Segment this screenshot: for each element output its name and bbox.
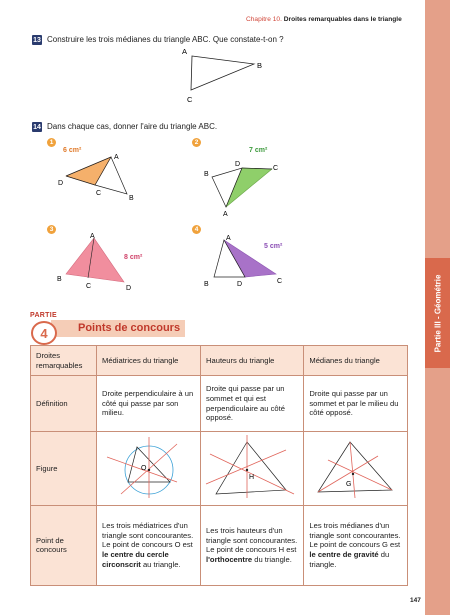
point-o-label: O: [140, 465, 146, 472]
svg-text:A: A: [223, 211, 228, 218]
partie-number: 4: [31, 321, 57, 345]
chapter-number: Chapitre 10.: [246, 16, 282, 23]
exercise-number-13: 13: [33, 36, 41, 44]
svg-text:C: C: [273, 165, 279, 172]
svg-text:C: C: [96, 190, 102, 197]
table-row-figure: [31, 432, 408, 506]
orthocenter-figure: [202, 432, 302, 502]
svg-text:D: D: [126, 285, 132, 292]
case-2-badge: 2: [192, 138, 201, 147]
page-number: 147: [410, 597, 421, 604]
concours-hauteurs: Les trois hauteurs d'un triangle sont concourantes. Le point de concours H est l'orthocentre du triangle.: [201, 505, 304, 585]
svg-text:B: B: [129, 195, 134, 202]
column-header-medianes: Médianes du triangle: [304, 346, 408, 376]
figure-medianes-cell: [304, 432, 408, 506]
svg-text:D: D: [235, 161, 241, 168]
table-row-definition: [31, 376, 408, 432]
figure-hauteurs-cell: [201, 432, 304, 506]
row-label-figure: Figure: [31, 432, 97, 506]
definition-hauteurs: Droite qui passe par un sommet et qui est perpendiculaire au côté opposé.: [201, 376, 304, 432]
figure-mediatrices-cell: [97, 432, 201, 506]
svg-text:B: B: [257, 61, 263, 70]
case-1-badge: 1: [47, 138, 56, 147]
exercise-14-text: Dans chaque cas, donner l'aire du triangle ABC.: [47, 122, 218, 131]
points-de-concours-table: [30, 345, 408, 586]
case-4-badge: 4: [192, 225, 201, 234]
case-3-area: 8 cm²: [124, 254, 143, 261]
column-header-hauteurs: Hauteurs du triangle: [201, 346, 304, 376]
point-h-label: H: [249, 474, 255, 481]
centroid-figure: [306, 432, 406, 502]
svg-text:C: C: [86, 283, 92, 290]
svg-text:A: A: [182, 47, 188, 56]
svg-text:A: A: [90, 233, 95, 240]
point-g-label: G: [345, 481, 352, 488]
partie-label: PARTIE: [30, 312, 57, 319]
svg-text:C: C: [277, 278, 283, 285]
svg-text:A: A: [226, 235, 231, 242]
case-1-figure: [52, 148, 152, 208]
side-tab: [425, 0, 450, 615]
table-row-point-de-concours: [31, 505, 408, 585]
case-4-figure: [200, 232, 290, 292]
definition-mediatrices: Droite perpendiculaire à un côté qui passe par son milieu.: [97, 376, 201, 432]
row-label-point-de-concours: Point de concours: [31, 505, 97, 585]
svg-text:B: B: [204, 281, 209, 288]
circumcircle-figure: [99, 432, 199, 502]
exercise-13-text: Construire les trois médianes du triangle ABC. Que constate-t-on ?: [47, 35, 284, 44]
case-2-area: 7 cm²: [249, 147, 268, 154]
partie-title: Points de concours: [78, 322, 181, 334]
svg-text:D: D: [58, 180, 64, 187]
table-header-row: [31, 346, 408, 376]
definition-medianes: Droite qui passe par un sommet et par le milieu du côté opposé.: [304, 376, 408, 432]
triangle-abc-figure: [170, 42, 270, 112]
column-header-mediatrices: Médiatrices du triangle: [97, 346, 201, 376]
table-corner-label: Droites remarquables: [31, 346, 97, 376]
case-4-area: 5 cm²: [264, 243, 283, 250]
svg-text:A: A: [114, 154, 119, 161]
case-1-area: 6 cm²: [63, 147, 82, 154]
case-3-badge: 3: [47, 225, 56, 234]
case-2-figure: [200, 155, 290, 220]
concours-mediatrices: Les trois médiatrices d'un triangle sont concourantes. Le point de concours O est le centre du cercle circonscrit au triangle.: [97, 505, 201, 585]
page-header: [246, 16, 402, 23]
svg-text:C: C: [187, 95, 193, 104]
svg-text:B: B: [57, 276, 62, 283]
part-label: Partie III - Géométrie: [433, 274, 442, 352]
row-label-definition: Définition: [31, 376, 97, 432]
svg-text:B: B: [204, 171, 209, 178]
concours-medianes: Les trois médianes d'un triangle sont concourantes. Le point de concours G est le centre de gravité du triangle.: [304, 505, 408, 585]
case-3-figure: [52, 230, 152, 295]
chapter-title: Droites remarquables dans le triangle: [283, 16, 402, 23]
svg-text:D: D: [237, 281, 243, 288]
exercise-number-14: 14: [33, 123, 41, 131]
